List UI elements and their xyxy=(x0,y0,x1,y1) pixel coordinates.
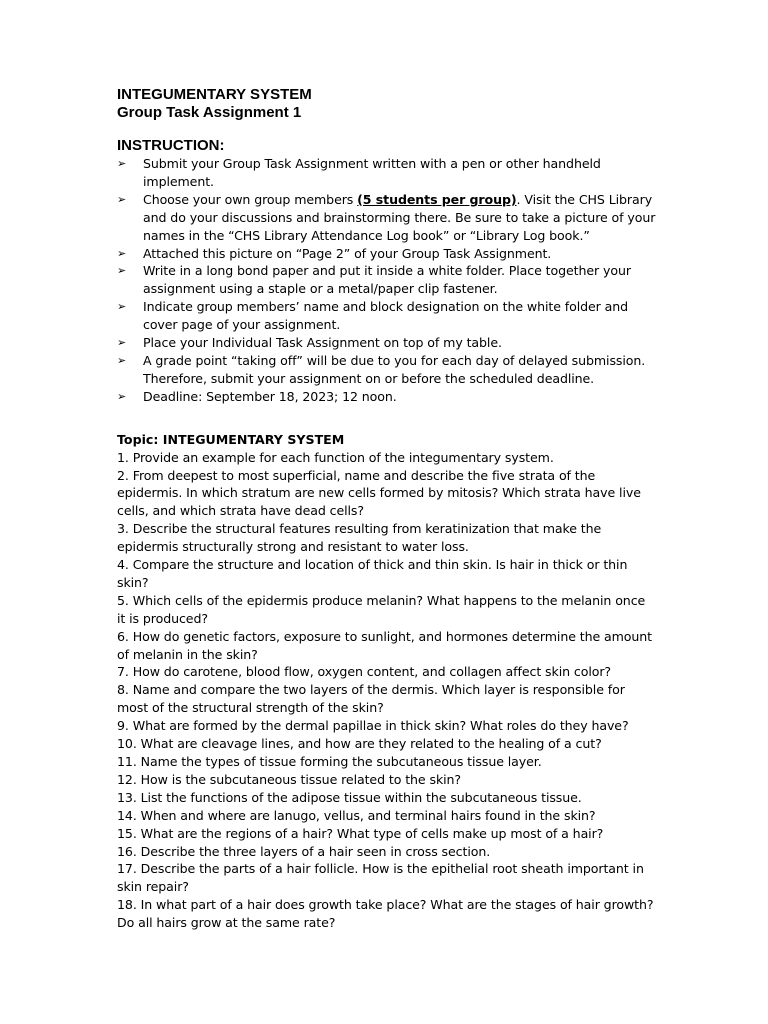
deadline-text: Deadline: September 18, 2023; 12 noon. xyxy=(143,388,397,404)
question-item: 7. How do carotene, blood flow, oxygen content, and collagen affect skin color? xyxy=(117,664,611,680)
question-item: 4. Compare the structure and location of thick and thin skin. Is hair in thick or thin skin? xyxy=(117,557,628,590)
question-item: 16. Describe the three layers of a hair seen in cross section. xyxy=(117,843,491,859)
instruction-heading: INSTRUCTION: xyxy=(117,137,225,154)
arrowhead-bullet-icon: ➢ xyxy=(117,264,127,278)
document-subtitle: Group Task Assignment 1 xyxy=(117,104,302,121)
instruction-list xyxy=(117,155,657,406)
instruction-text: A grade point “taking off” will be due to you for each day of delayed submission. Therefore, submit your assignment on or before the scheduled deadline. xyxy=(143,352,646,386)
instruction-item xyxy=(117,298,657,334)
instruction-text: Attached this picture on “Page 2” of your Group Task Assignment. xyxy=(143,245,552,261)
instruction-text-after: . Visit the CHS Library and do your discussions and brainstorming there. Be sure to take a picture of your names in the “CHS Library Attendance Log book” or “Library Log book.” xyxy=(143,191,656,243)
instruction-text: Write in a long bond paper and put it inside a white folder. Place together your assignment using a staple or a metal/paper clip fastener. xyxy=(143,263,631,297)
question-item: 5. Which cells of the epidermis produce melanin? What happens to the melanin once it is produced? xyxy=(117,592,646,626)
document-title: INTEGUMENTARY SYSTEM xyxy=(117,86,312,103)
arrowhead-bullet-icon: ➢ xyxy=(117,246,127,260)
question-item: 17. Describe the parts of a hair follicle. How is the epithelial root sheath important in skin repair? xyxy=(117,861,644,895)
question-item: 3. Describe the structural features resulting from keratinization that make the epidermis structurally strong and resistant to water loss. xyxy=(117,521,602,555)
question-item: 15. What are the regions of a hair? What type of cells make up most of a hair? xyxy=(117,825,604,841)
instruction-item xyxy=(117,155,657,191)
question-item: 14. When and where are lanugo, vellus, and terminal hairs found in the skin? xyxy=(117,807,596,823)
question-item: 1. Provide an example for each function of the integumentary system. xyxy=(117,449,554,465)
topic-heading: Topic: INTEGUMENTARY SYSTEM xyxy=(117,431,345,447)
question-item: 18. In what part of a hair does growth take place? What are the stages of hair growth? Do all hairs grow at the same rate? xyxy=(117,897,654,931)
instruction-item xyxy=(117,334,657,352)
question-item: 10. What are cleavage lines, and how are they related to the healing of a cut? xyxy=(117,736,602,752)
question-item: 12. How is the subcutaneous tissue related to the skin? xyxy=(117,771,462,787)
group-size-emphasis: (5 students per group) xyxy=(357,191,517,207)
document-page xyxy=(117,86,657,932)
question-item: 2. From deepest to most superficial, name and describe the five strata of the epidermis. In which stratum are new cells formed by mitosis? Which strata have live cells, and which strata have dead cells? xyxy=(117,467,641,519)
arrowhead-bullet-icon: ➢ xyxy=(117,389,127,403)
instruction-text-before: Choose your own group members xyxy=(143,191,358,207)
arrowhead-bullet-icon: ➢ xyxy=(117,300,127,314)
question-item: 6. How do genetic factors, exposure to sunlight, and hormones determine the amount of melanin in the skin? xyxy=(117,628,653,662)
arrowhead-bullet-icon: ➢ xyxy=(117,353,127,367)
instruction-item xyxy=(117,191,657,245)
instruction-item xyxy=(117,245,657,263)
instruction-item xyxy=(117,262,657,298)
arrowhead-bullet-icon: ➢ xyxy=(117,336,127,350)
question-list xyxy=(117,449,657,932)
instruction-item xyxy=(117,388,657,406)
question-item: 9. What are formed by the dermal papillae in thick skin? What roles do they have? xyxy=(117,718,629,734)
instruction-item xyxy=(117,352,657,388)
instruction-text: Indicate group members’ name and block designation on the white folder and cover page of your assignment. xyxy=(143,299,629,333)
arrowhead-bullet-icon: ➢ xyxy=(117,192,127,206)
question-item: 11. Name the types of tissue forming the subcutaneous tissue layer. xyxy=(117,754,542,769)
instruction-text: Submit your Group Task Assignment written with a pen or other handheld implement. xyxy=(143,156,601,189)
question-item: 8. Name and compare the two layers of the dermis. Which layer is responsible for most of the structural strength of the skin? xyxy=(117,682,625,716)
question-item: 13. List the functions of the adipose tissue within the subcutaneous tissue. xyxy=(117,789,582,805)
arrowhead-bullet-icon: ➢ xyxy=(117,157,127,170)
instruction-text: Place your Individual Task Assignment on top of my table. xyxy=(143,335,502,351)
